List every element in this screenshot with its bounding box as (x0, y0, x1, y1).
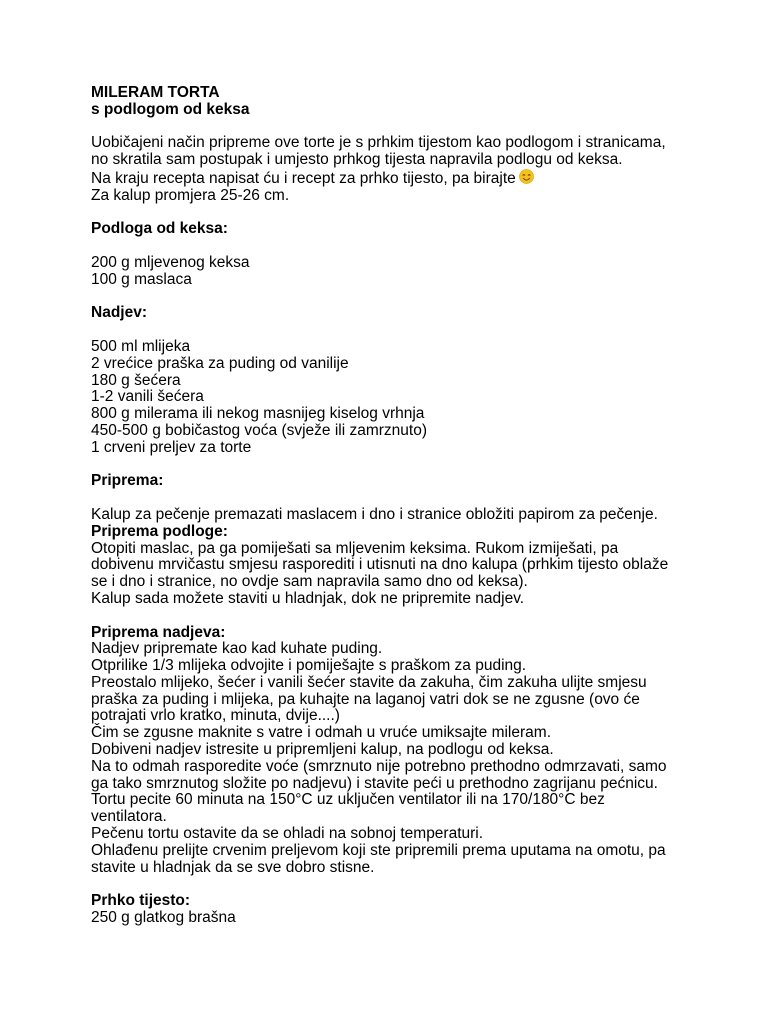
ingredient-item: 180 g šećera (91, 371, 181, 389)
instruction-line: Dobiveni nadjev istresite u pripremljeni kalup, na podlogu od keksa. (91, 741, 554, 759)
smiling-face-emoji-icon (519, 169, 534, 184)
instruction-line: Otopiti maslac, pa ga pomiješati sa mljevenim keksima. Rukom izmiješati, pa (91, 539, 619, 557)
instruction-line: Čim se zgusne maknite s vatre i odmah u vruće umiksajte mileram. (91, 724, 551, 742)
instruction-line: Nadjev pripremate kao kad kuhate puding. (91, 640, 383, 658)
intro-line-text: Na kraju recepta napisat ću i recept za prhko tijesto, pa birajte (91, 169, 516, 187)
section-heading-prhko-tijesto: Prhko tijesto: (91, 892, 191, 910)
instruction-line: Pečenu tortu ostavite da se ohladi na sobnoj temperaturi. (91, 825, 484, 843)
ingredient-item: 450-500 g bobičastog voća (svježe ili zamrznuto) (91, 421, 428, 439)
instruction-line: ga tako smrznutog složite po nadjevu) i stavite peći u prethodno zagrijanu pećnicu. (91, 774, 658, 792)
spacer (91, 490, 691, 507)
ingredient-item: 100 g maslaca (91, 270, 192, 288)
ingredient-item: 200 g mljevenog keksa (91, 253, 250, 271)
spacer (91, 322, 691, 339)
instruction-line: ventilatora. (91, 808, 167, 826)
section-heading-podloga: Podloga od keksa: (91, 220, 228, 238)
ingredient-item: 1 crveni preljev za torte (91, 438, 252, 456)
spacer (91, 119, 691, 136)
document-page (91, 85, 691, 927)
ingredient-item: 800 g milerama ili nekog masnijeg kiselog vrhnja (91, 405, 425, 423)
ingredient-item: 250 g glatkog brašna (91, 909, 236, 927)
spacer (91, 205, 691, 222)
section-heading-priprema: Priprema: (91, 472, 164, 490)
instruction-line: potrajati vrlo kratko, minuta, dvije....) (91, 707, 340, 725)
spacer (91, 289, 691, 306)
recipe-title: MILERAM TORTA (91, 84, 220, 101)
ingredient-item: 500 ml mlijeka (91, 337, 191, 355)
instruction-line: Kalup za pečenje premazati maslacem i dno i stranice obložiti papirom za pečenje. (91, 505, 658, 523)
intro-line: Uobičajeni način pripreme ove torte je s prhkim tijestom kao podlogom i stranicama, (91, 134, 666, 152)
spacer (91, 238, 691, 255)
spacer (91, 876, 691, 893)
spacer (91, 608, 691, 625)
spacer (91, 457, 691, 474)
ingredient-item: 1-2 vanili šećera (91, 388, 204, 406)
instruction-line: Otprilike 1/3 mlijeka odvojite i pomiješajte s praškom za puding. (91, 657, 527, 675)
instruction-line: Preostalo mlijeko, šećer i vanili šećer stavite da zakuha, čim zakuha ulijte smjesu (91, 673, 647, 691)
subheading-priprema-nadjeva: Priprema nadjeva: (91, 623, 226, 641)
instruction-line: Na to odmah rasporedite voće (smrznuto nije potrebno prethodno odmrzavati, samo (91, 757, 667, 775)
recipe-subtitle: s podlogom od keksa (91, 100, 250, 118)
instruction-line: Kalup sada možete staviti u hladnjak, dok ne pripremite nadjev. (91, 589, 525, 607)
instruction-line: Tortu pecite 60 minuta na 150°C uz uključen ventilator ili na 170/180°C bez (91, 791, 605, 809)
intro-line: no skratila sam postupak i umjesto prhkog tijesta napravila podlogu od keksa. (91, 151, 623, 169)
instruction-line: stavite u hladnjak da se sve dobro stisne. (91, 858, 375, 876)
instruction-line: praška za puding i mlijeka, pa kuhajte na laganoj vatri dok se ne zgusne (ovo će (91, 690, 640, 708)
subheading-priprema-podloge: Priprema podloge: (91, 522, 228, 540)
instruction-line: Ohlađenu prelijte crvenim preljevom koji ste pripremili prema uputama na omotu, pa (91, 841, 666, 859)
intro-line: Za kalup promjera 25-26 cm. (91, 186, 290, 204)
ingredient-item: 2 vrećice praška za puding od vanilije (91, 354, 349, 372)
instruction-line: se i dno i stranice, no ovdje sam napravila samo dno od keksa). (91, 573, 528, 591)
intro-line-with-emoji (91, 169, 691, 188)
instruction-line: dobivenu mrvičastu smjesu rasporediti i utisnuti na dno kalupa (prhkim tijesto oblaže (91, 556, 669, 574)
section-heading-nadjev: Nadjev: (91, 304, 147, 322)
